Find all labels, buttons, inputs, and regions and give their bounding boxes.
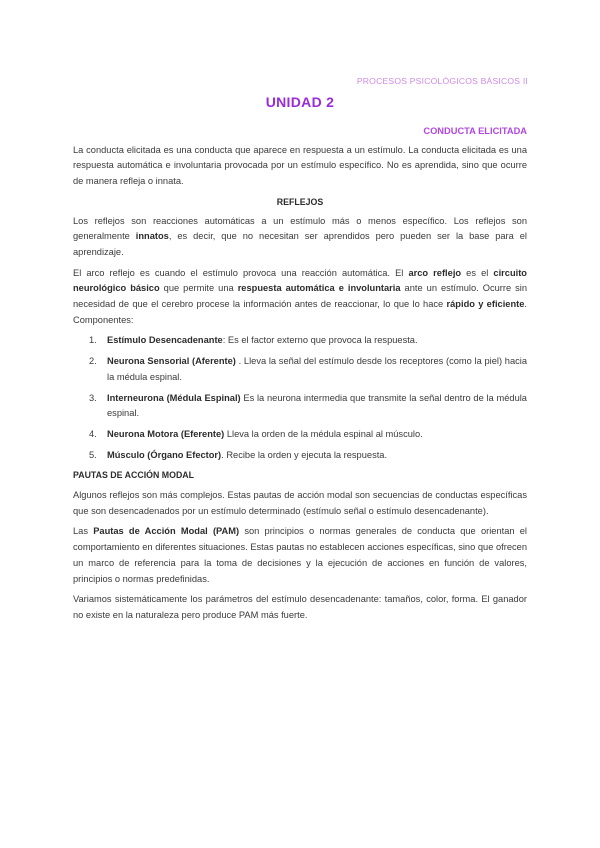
paragraph-pautas-1: Algunos reflejos son más complejos. Estas pautas de acción modal son secuencias de conductas específicas que son desencadenados por un estímulo determinado (estímulo señal o estímulo desencadenante). [73, 490, 527, 516]
unit-title: UNIDAD 2 [265, 94, 335, 110]
document-body [73, 124, 527, 629]
text-span: , es decir, que no necesitan ser aprendidos pero pueden ser la base para el aprendizaje. [73, 231, 527, 257]
text-span: es el [461, 267, 494, 278]
list-desc: Lleva la orden de la médula espinal al músculo. [224, 428, 423, 439]
paragraph-pautas-3: Variamos sistemáticamente los parámetros del estímulo desencadenante: tamaños, color, forma. El ganador no existe en la naturaleza pero produce PAM más fuerte. [73, 594, 527, 620]
list-number: 2. [89, 356, 97, 367]
text-span: son principios o normas generales de conducta que orientan el comportamiento en diferentes situaciones. Estas pautas no establecen acciones específicas, sino que ofrecen un marco de referencia para la toma de decisiones y la ejecución de acciones en función de valores, principios o normas predefinidas. [73, 526, 527, 584]
paragraph-reflejos-2 [73, 266, 527, 329]
components-list [73, 333, 527, 463]
list-term: Neurona Sensorial (Aferente) [107, 356, 236, 367]
bold-term: respuesta automática e involuntaria [237, 283, 401, 294]
running-header: PROCESOS PSICOLÓGICOS BÁSICOS II [356, 76, 528, 86]
list-item [73, 391, 527, 422]
list-term: Estímulo Desencadenante [107, 335, 223, 346]
list-item [73, 354, 527, 385]
text-span: . Componentes: [73, 299, 527, 325]
list-item [73, 427, 527, 443]
heading-pautas-accion-modal: PAUTAS DE ACCIÓN MODAL [73, 470, 195, 481]
list-desc: . Lleva la señal del estímulo desde los receptores (como la piel) hacia la médula espinal. [107, 356, 528, 382]
list-number: 5. [89, 449, 97, 460]
paragraph-conducta-elicitada: La conducta elicitada es una conducta que aparece en respuesta a un estímulo. La conducta elicitada es una respuesta automática e involuntaria provocada por un estímulo específico. No es aprendida, sino que ocurre de manera refleja o innata. [73, 144, 527, 187]
heading-reflejos: REFLEJOS [276, 196, 324, 207]
paragraph-pautas-2 [73, 524, 527, 587]
paragraph-reflejos-1 [73, 214, 527, 261]
text-span: Las [73, 526, 94, 537]
list-desc: : Es el factor externo que provoca la respuesta. [222, 335, 418, 346]
list-item [73, 333, 527, 349]
bold-term: rápido y eficiente [446, 299, 525, 310]
bold-term: arco reflejo [408, 267, 462, 278]
text-span: Los reflejos son reacciones automáticas a un estímulo más o menos específico. Los reflejos son generalmente [73, 215, 527, 242]
bold-term: innatos [135, 231, 169, 242]
text-span: que permite una [159, 283, 238, 294]
bold-term: circuito neurológico básico [73, 267, 527, 294]
list-number: 3. [89, 392, 97, 403]
list-desc: Es la neurona intermedia que transmite la señal dentro de la médula espinal. [107, 392, 527, 419]
list-term: Neurona Motora (Eferente) [107, 428, 225, 439]
text-span: ante un estímulo. Ocurre sin necesidad de que el cerebro procese la información antes de reaccionar, lo que lo hace [73, 283, 528, 310]
bold-term: Pautas de Acción Modal (PAM) [93, 526, 240, 537]
list-number: 1. [89, 335, 97, 346]
list-desc: . Recibe la orden y ejecuta la respuesta. [221, 449, 388, 460]
list-term: Músculo (Órgano Efector) [107, 449, 222, 460]
list-item [73, 448, 527, 464]
list-number: 4. [89, 428, 97, 439]
section-title-conducta-elicitada: CONDUCTA ELICITADA [423, 126, 527, 136]
text-span: El arco reflejo es cuando el estímulo provoca una reacción automática. El [73, 267, 409, 278]
list-term: Interneurona (Médula Espinal) [107, 392, 241, 403]
